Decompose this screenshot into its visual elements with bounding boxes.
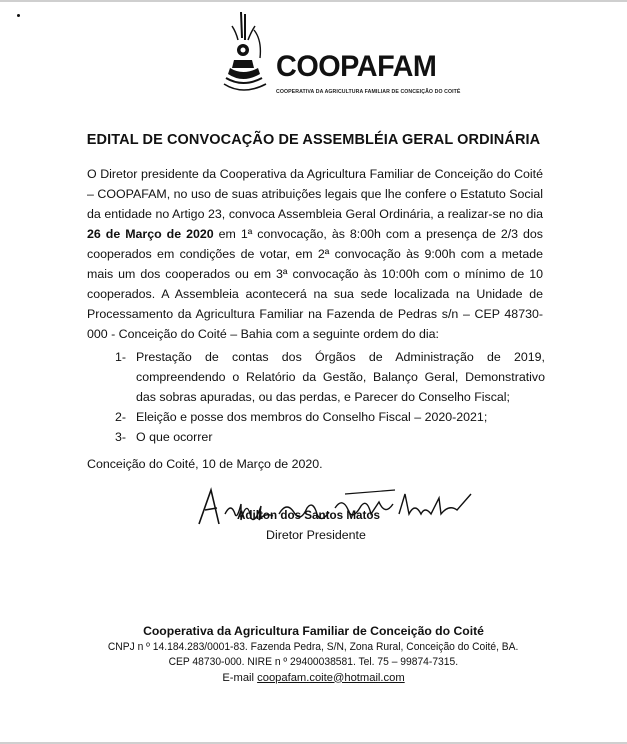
document-title: EDITAL DE CONVOCAÇÃO DE ASSEMBLÉIA GERAL ORDINÁRIA bbox=[86, 132, 541, 148]
paragraph-part-1: O Diretor presidente da Cooperativa da Agricultura Familiar de Conceição do Coité – COOPAFAM, no uso de suas atribuições legais que lhe confere o Estatuto Social da entidade no Artigo 23, convoca Assembleia Geral Ordinária, a realizar-se no dia bbox=[87, 167, 543, 221]
footer-org-name: Cooperativa da Agricultura Familiar de Conceição do Coité bbox=[143, 624, 484, 638]
convocation-paragraph bbox=[87, 164, 543, 344]
logo-emblem-icon bbox=[218, 10, 278, 100]
scan-dot bbox=[17, 14, 20, 17]
agenda-number: 1- bbox=[115, 350, 127, 364]
agenda-number: 3- bbox=[115, 430, 127, 444]
footer bbox=[0, 624, 627, 686]
assembly-date: 26 de Março de 2020 bbox=[87, 227, 214, 241]
agenda-item bbox=[115, 347, 545, 407]
agenda-text: O que ocorrer bbox=[136, 430, 213, 444]
date-line: Conceição do Coité, 10 de Março de 2020. bbox=[87, 457, 323, 471]
scan-edge-top bbox=[0, 0, 627, 2]
agenda-list bbox=[115, 347, 545, 447]
agenda-number: 2- bbox=[115, 410, 127, 424]
footer-email-link[interactable]: coopafam.coite@hotmail.com bbox=[257, 671, 405, 684]
agenda-item bbox=[115, 407, 545, 427]
agenda-text: Prestação de contas dos Órgãos de Administração de 2019, compreendendo o Relatório da Gestão, Balanço Geral, Demonstrativo das sobras apuradas, ou das perdas, e Parecer do Conselho Fiscal; bbox=[136, 350, 545, 404]
signatory-name: Adilton dos Santos Matos bbox=[237, 508, 381, 522]
coopafam-logo bbox=[218, 10, 461, 100]
footer-contact-line: CEP 48730-000. NIRE n º 29400038581. Tel. 75 – 99874-7315. bbox=[168, 656, 459, 668]
footer-email-label: E-mail bbox=[222, 671, 255, 684]
paragraph-part-2: em 1ª convocação, às 8:00h com a presença de 2/3 dos cooperados em condições de votar, em 2ª convocação às 9:00h com a metade mais um dos cooperados ou em 3ª convocação às 10:00h com o mínimo de 10 cooperados. A Assembleia acontecerá na sua sede localizada na Unidade de Processamento da Agricultura Familiar na Fazenda de Pedras s/n – CEP 48730-000 - Conceição do Coité – Bahia com a seguinte ordem do dia: bbox=[87, 227, 544, 341]
signatory-role: Diretor Presidente bbox=[266, 528, 366, 542]
footer-address-line: CNPJ n º 14.184.283/0001-83. Fazenda Pedra, S/N, Zona Rural, Conceição do Coité, BA. bbox=[108, 640, 519, 653]
agenda-item bbox=[115, 427, 545, 447]
logo-name: COOPAFAM bbox=[276, 50, 437, 83]
logo-subtitle: COOPERATIVA DA AGRICULTURA FAMILIAR DE CONCEIÇÃO DO COITÉ bbox=[276, 89, 461, 95]
agenda-text: Eleição e posse dos membros do Conselho Fiscal – 2020-2021; bbox=[136, 410, 488, 424]
